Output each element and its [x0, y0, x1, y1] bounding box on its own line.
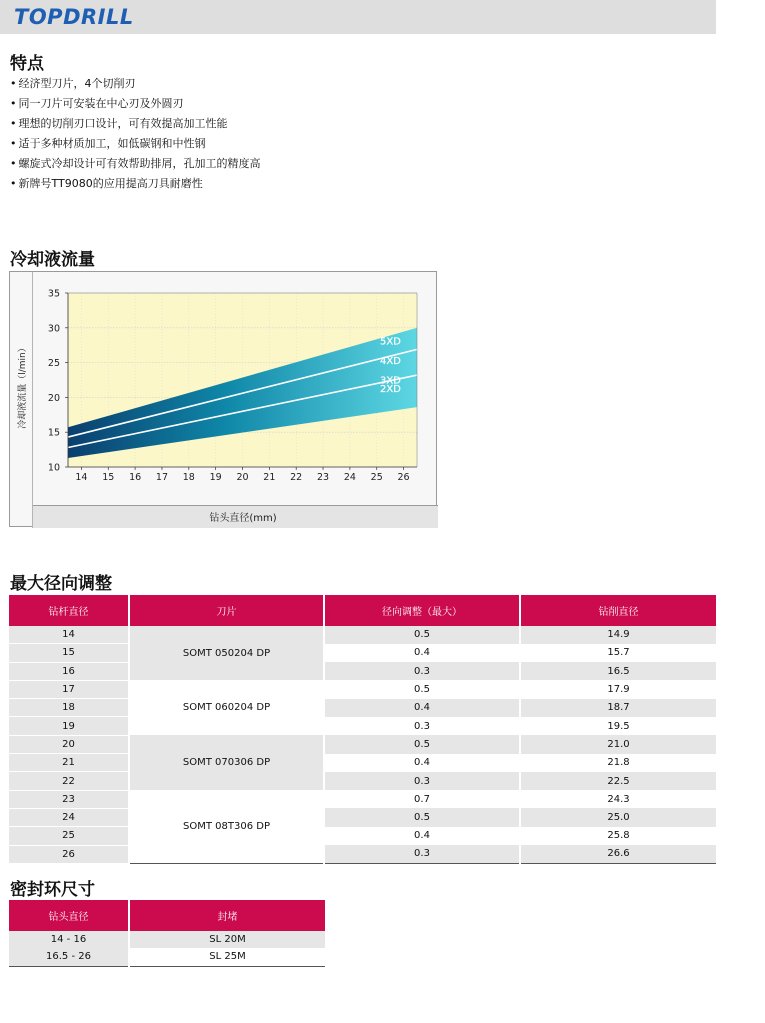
coolant-flow-title: 冷却液流量: [10, 250, 95, 270]
radial-adjust-table: [9, 595, 716, 864]
x-tick-label: 21: [263, 472, 276, 483]
table-row: [9, 644, 716, 662]
radial-adjust-cell: 0.3: [324, 845, 520, 863]
table-row: [9, 931, 325, 948]
y-tick-label: 20: [47, 392, 60, 404]
feature-item: • 螺旋式冷却设计可有效帮助排屑，孔加工的精度高: [10, 154, 261, 174]
drill-dia-cell: 25.0: [520, 808, 716, 826]
shank-dia-cell: 24: [9, 808, 129, 826]
x-tick-label: 16: [129, 472, 142, 483]
shank-dia-cell: 19: [9, 717, 129, 735]
plug-cell: SL 25M: [129, 948, 325, 966]
radial-adjust-cell: 0.3: [324, 662, 520, 680]
radial-adjust-cell: 0.5: [324, 735, 520, 753]
radial-adjust-cell: 0.5: [324, 808, 520, 826]
table-row: [9, 772, 716, 790]
x-tick-label: 18: [182, 472, 195, 483]
drill-range-cell: 16.5 - 26: [9, 948, 129, 966]
shank-dia-cell: 21: [9, 754, 129, 772]
series-label-2xd: 2XD: [379, 383, 401, 395]
x-tick-label: 17: [155, 472, 169, 483]
brand-header-band: [0, 0, 716, 34]
drill-dia-cell: 17.9: [520, 680, 716, 698]
x-tick-label: 14: [75, 472, 88, 483]
features-title: 特点: [10, 54, 44, 74]
drill-range-cell: 14 - 16: [9, 931, 129, 948]
header-insert: 刀片: [129, 595, 324, 626]
table-header-row: [9, 595, 716, 626]
table-row: [9, 845, 716, 863]
table-row: [9, 735, 716, 753]
x-tick-label: 22: [290, 472, 303, 483]
table-row: [9, 717, 716, 735]
shank-dia-cell: 17: [9, 680, 129, 698]
shank-dia-cell: 22: [9, 772, 129, 790]
plug-cell: SL 20M: [129, 931, 325, 948]
xlabel-strip-border: [33, 505, 438, 506]
series-label-5xd: 5XD: [379, 336, 401, 348]
y-tick-label: 10: [47, 462, 60, 474]
feature-item: • 同一刀片可安装在中心刃及外圆刃: [10, 94, 261, 114]
shank-dia-cell: 14: [9, 626, 129, 644]
drill-dia-cell: 21.8: [520, 754, 716, 772]
table-row: [9, 790, 716, 808]
feature-item: • 理想的切削刃口设计，可有效提高加工性能: [10, 114, 261, 134]
radial-adjust-cell: 0.5: [324, 626, 520, 644]
header-shank-dia: 钻杆直径: [9, 595, 129, 626]
drill-dia-cell: 16.5: [520, 662, 716, 680]
drill-dia-cell: 24.3: [520, 790, 716, 808]
drill-dia-cell: 19.5: [520, 717, 716, 735]
x-axis-label: 钻头直径(mm): [209, 513, 277, 524]
radial-adjust-title: 最大径向调整: [10, 574, 112, 594]
drill-dia-cell: 21.0: [520, 735, 716, 753]
shank-dia-cell: 16: [9, 662, 129, 680]
x-tick-label: 24: [343, 472, 356, 483]
radial-adjust-cell: 0.5: [324, 680, 520, 698]
y-tick-label: 25: [47, 358, 60, 370]
feature-item: • 新牌号TT9080的应用提高刀具耐磨性: [10, 174, 261, 194]
feature-item: • 适于多种材质加工，如低碳钢和中性钢: [10, 134, 261, 154]
header-plug: 封堵: [129, 900, 325, 931]
drill-dia-cell: 15.7: [520, 644, 716, 662]
table-row: [9, 948, 325, 966]
radial-adjust-cell: 0.3: [324, 717, 520, 735]
topdrill-logo: [14, 6, 134, 28]
radial-adjust-cell: 0.3: [324, 772, 520, 790]
radial-adjust-cell: 0.4: [324, 699, 520, 717]
shank-dia-cell: 18: [9, 699, 129, 717]
x-tick-label: 19: [209, 472, 222, 483]
insert-cell: SOMT 070306 DP: [129, 735, 324, 790]
y-tick-label: 15: [47, 427, 60, 439]
table-row: [9, 754, 716, 772]
drill-dia-cell: 22.5: [520, 772, 716, 790]
header-radial-adjust: 径向调整（最大）: [324, 595, 520, 626]
seal-ring-table: [9, 900, 325, 967]
chart-svg: [10, 272, 438, 528]
radial-adjust-cell: 0.4: [324, 754, 520, 772]
drill-dia-cell: 18.7: [520, 699, 716, 717]
feature-item: • 经济型刀片，4个切削刃: [10, 74, 261, 94]
table-row: [9, 699, 716, 717]
radial-adjust-cell: 0.4: [324, 827, 520, 845]
x-tick-label: 23: [316, 472, 330, 483]
features-list: [10, 74, 261, 194]
y-axis-label: 冷却液流量（l/min）: [18, 343, 28, 429]
drill-dia-cell: 14.9: [520, 626, 716, 644]
y-tick-label: 30: [47, 323, 60, 335]
table-row: [9, 680, 716, 698]
x-tick-label: 25: [370, 472, 383, 483]
shank-dia-cell: 26: [9, 845, 129, 863]
table-header-row: [9, 900, 325, 931]
header-drill-dia: 钻削直径: [520, 595, 716, 626]
shank-dia-cell: 15: [9, 644, 129, 662]
series-label-3xd: 3XD: [379, 375, 401, 387]
insert-cell: SOMT 060204 DP: [129, 680, 324, 735]
table-row: [9, 827, 716, 845]
table-row: [9, 808, 716, 826]
drill-dia-cell: 26.6: [520, 845, 716, 863]
seal-ring-title: 密封环尺寸: [10, 880, 95, 900]
coolant-flow-chart: [9, 271, 437, 527]
table-row: [9, 626, 716, 644]
x-tick-label: 15: [102, 472, 115, 483]
insert-cell: SOMT 050204 DP: [129, 626, 324, 680]
series-label-4xd: 4XD: [379, 355, 401, 367]
shank-dia-cell: 23: [9, 790, 129, 808]
x-tick-label: 26: [397, 472, 410, 483]
ylabel-divider: [32, 272, 33, 528]
drill-dia-cell: 25.8: [520, 827, 716, 845]
logo-part-top: TOP: [14, 5, 64, 29]
x-tick-label: 20: [236, 472, 249, 483]
radial-adjust-cell: 0.7: [324, 790, 520, 808]
insert-cell: SOMT 08T306 DP: [129, 790, 324, 863]
table-row: [9, 662, 716, 680]
logo-part-drill: DRILL: [63, 5, 134, 29]
radial-adjust-cell: 0.4: [324, 644, 520, 662]
header-drill-dia: 钻头直径: [9, 900, 129, 931]
y-tick-label: 35: [47, 288, 60, 300]
shank-dia-cell: 20: [9, 735, 129, 753]
shank-dia-cell: 25: [9, 827, 129, 845]
